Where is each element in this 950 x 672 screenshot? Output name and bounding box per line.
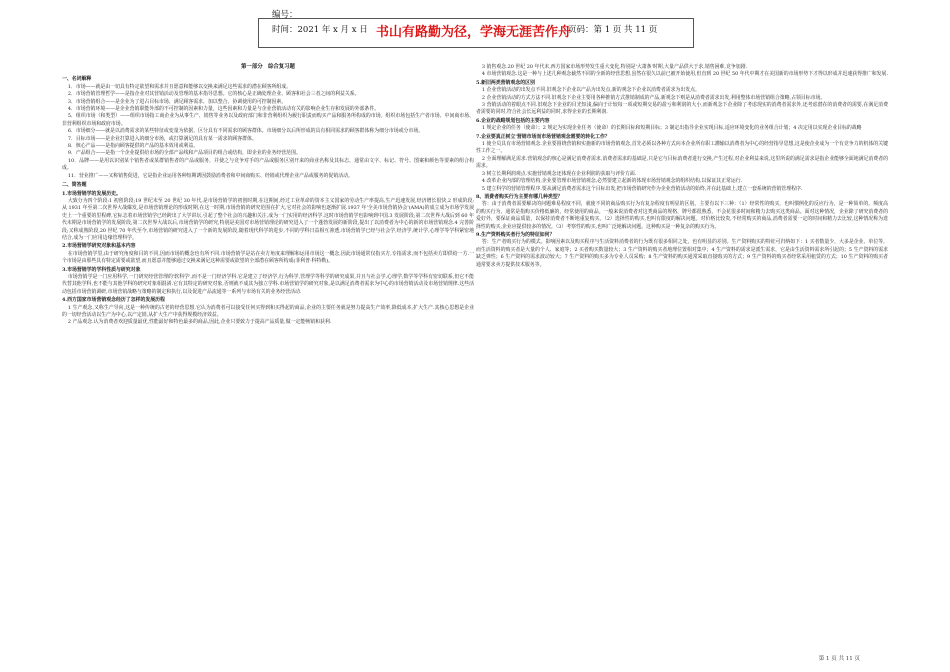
paragraph: 大致分为四个阶段:1 初创阶段;19 世纪末至 20 世纪 30 年代,是市场营销学的初创时期,在这期间,经过工业革命的资本主义国家的劳动生产率提高,生产迅速发展,经济增长很快,2 形成阶段;从 1931 年至第二次世界大战爆发,是市场营销理论的形成时期,在这一时期,市场营销的研究范围在扩大,它对社会的影响也逐渐扩展.1937 年'全美市场营销协会'(AMA)的成立成为市场学发展史上一个重要的里程碑,它标志着市场营销学已经跨出了大学讲坛,引起了整个社会的兴趣和关注,成为一门实用的经济科学.这时市场营销学也影响到中国.3 发展阶段;第二次世界大战后到 60 年代末期是市场营销学的发展阶段,第二次世界大战以后,市场营销学的研究,特别是美国对市场营销理论的研究进入了一个蓬勃发展的新阶段,提出了以消费者为中心的新的市场营销观念.4 完善阶段;又称成熟阶段,20 世纪 70 年代至今,市场营销的研究进入了一个新的发展阶段,随着现代科学的进步,不同的学科日益相互渗透,市场营销学已经与社会学,经济学,统计学,心理学等学科紧密地结合,成为一门应用边缘管理科学。: [62, 197, 474, 241]
paragraph: 3 树立长期利润观点.实施营销观念还体现在企业利润的获取与评价方面.: [481, 170, 637, 177]
paragraph: 2 全面理解满足需求.营销观念的核心是满足消费者需求,消费者需求的基础是,只是它与目标消费者进行交换,产生过程,对企业利益来说,这里所说的满足需求是指企业能够全面地满足消费者的需求。: [476, 155, 888, 170]
header-page-label: 页码：第 1 页 共 11 页: [568, 25, 658, 35]
paragraph: 6．市场细分——就是以消费需求的某些特征或变量为依据，区分具有不同需求的顾客群体。市场细分以后所形成的具有相同需求的顾客群体称为细分市场或分市场。: [67, 128, 424, 135]
paragraph: 答：生产者购买行为的模式。影响因素以及购买程序与生活资料消费者的行为既有很多相同之处，也有明显的差别。生产资料购买的特征可归纳如下：1 买者数量少，大多是企业、单位等，而生活资料的购买者是大量的个人、家庭等；2 买者购买数量较大；3 生产资料的购买者地理位置相对集中；4 生产资料的需求是派生需求，它是由生活资料需求所引起的；5 生产资料的需求缺乏弹性；6 生产资料的需求波动较大；7 生产资料的购买多为专业人员采购；8 生产资料的购买通常采取直接购买的方式；9 生产资料的购买者经常采用租赁的方式；10 生产资料的购买者通常要求卖方提供技术服务等。: [476, 239, 888, 268]
question-heading: 4.西方国家市场营销观念经历了怎样的发展历程: [62, 297, 165, 304]
paragraph: 5 建立科学的营销管理程序.要从满足消费者需求这个目标出发,把市场营销研究作为企业营销活动的始终,并在此基础上,建立一套系统的营销管理程序.: [481, 185, 803, 192]
paragraph: 4．市场营销环境——是企业营销职能外部的不可控制的因素和力量，这些因素和力量是与企业营销活动有关的影响企业生存和发展的外部条件。: [67, 106, 380, 113]
question-heading: 6.企业的战略规划包括的主要内容: [476, 117, 550, 124]
paragraph: 在市场营销学里,由于研究角度和目的不同,因而市场的概念也有所不同.市场营销学是站在卖方角度来理解和运用市场这一概念,因此市场通常仅指买方,专指需求,而不包括卖方即供给一方.一个市场是由那些具有特定需要或欲望,而且愿意并能够通过交换来满足这种需要或欲望的全部潜在顾客所构成(菲利普·科特勒)。: [62, 250, 474, 265]
doc-code-label: 编号：: [272, 10, 298, 20]
paragraph: 11．营业推广——又称销售促进，它是指企业运用各种短期诱因鼓励消费者和中间商购买、经销或代理企业产品或服务的促销活动。: [67, 172, 353, 179]
paragraph: 1 企业营销活动的出发点不同.旧观念下企业以产品为出发点,新的观念下企业以消费者需求为出发点。: [481, 87, 700, 94]
paragraph: 7．目标市场——是企业打算进入的细分市场，或打算满足的具有某一需求的顾客群体。: [67, 135, 257, 142]
question-heading: 8、消费者购买行为主要有哪几种类型？: [476, 193, 563, 200]
paragraph: 9．产品组合——是指一个企业提供给市场的全部产品线和产品项目的组合或结构，即企业的业务经营范围。: [67, 150, 301, 157]
paragraph: 4 市场营销观念.这是一种与上述几种观念截然不同的全新的经营思想,虽然在很久以前已被开始使用,但直到 20 世纪 50 年代中期才在美国新的市场形势下才得以形成并迅速获得推广和发展.: [481, 71, 889, 78]
paragraph: 答：由于消费者需要解决的问题难易程度不同，就使不同的商品购买行为有复杂程度有明显的区别。主要有以下三种：（1）经常性的购买，也叫惯例化的反应行为，是一种简单的，频度高的购买行为，通常是指购买价格低廉的，经常使用的商品。一般来说消费者对这类商品的规格，牌号都很熟悉，不会花很多时间和精力去购买这类商品。面对这种情况，企业除了研究消费者的爱好外，要保证商品质量，以保持消费者不断地重复购买。（2）选择性的购买,也叫有限度的解决问题。对价格比较贵,不经常购买的商品,消费者需要一定的时间和精力去比较,这种情况称为选择性的购买,企业应提供较多的情况。（3）考察性的购买,也叫广泛地解决问题。这种购买是一种复杂的购买行为。: [476, 201, 888, 230]
left-column: [62, 64, 474, 327]
right-column: [476, 64, 888, 269]
question-heading: 2.市场营销学研究对象和基本内容: [62, 243, 136, 250]
section-heading: 一、名词解释: [62, 76, 92, 83]
paragraph: 2 产品观念.认为消费者欢迎质量最优,性能最好和特色最多的商品,因此,企业只要致力于提高产品质量,做一定能畅销和获利.: [67, 319, 332, 326]
paragraph: 3 销售观念.20 世纪 20 年代末,西方国家市场形势发生重大变化,特别是'大萧条'时期,大量产品供大于求,销售困难,竞争加剧.: [481, 64, 748, 70]
paragraph: 3．市场营销组合——是企业为了进占目标市场、满足顾客需求，加以整合、协调使用的可控制因素。: [67, 98, 287, 105]
question-heading: 1.市场营销学的发展历史。: [62, 190, 121, 197]
doc-time-label: 时间：2021 年 x 月 x 日: [272, 25, 368, 35]
paragraph: 1 使全员具有市场营销观念.企业要围绕营销和实施新的市场营销观念,首先必须以各种方式向本企业所有职工灌输以消费者为中心的经营指导思想,这是使企业成为一个有竞争力的机体的关键性工作之一。: [476, 141, 888, 155]
page-header: [258, 8, 694, 50]
question-heading: 7.企业要真正树立'营销市场而市场营销观念需要的转化工作？: [476, 133, 610, 140]
paragraph: 1 规定企业的任务（使命）；2 规定为实现企业任务（使命）的长期目标和短期目标；3 制定出指导企业实现目标,适应环境变化的业务组合计划；4 决定用以实现企业目标的战略: [481, 125, 862, 132]
paragraph: 1．市场——就是由一切具有特定欲望和需求并且愿意和能够以交换来满足这些需求的潜在顾客所组成。: [67, 83, 292, 90]
question-heading: 3.市场营销学的学科性质与研究对象: [62, 266, 141, 273]
question-heading: 9.生产资料购买者行为的特征如何？: [476, 231, 555, 238]
paragraph: 8．核心产品——是指向顾客提供的产品的基本效用或利益。: [67, 143, 199, 150]
paragraph: 10．品牌——是用以识别某个销售者或某群销售者的产品或服务，并使之与竞争对手的产品或服务区别开来的商业名称及其标志，通常由文字、标记、符号、图案和颜色等要素的组合构成。: [62, 157, 474, 172]
header-motto: 书山有路勤为径，学海无涯苦作舟: [376, 25, 572, 40]
paragraph: 5．组织市场（和类型）——组织市场指工商企业为从事生产、销售等业务以及政府部门和非营利组织为履行职责而购买产品和服务所构成的市场。组织市场包括生产者市场、中间商市场、非营利组织市场和政府市场。: [62, 113, 474, 127]
question-heading: 5.新旧两类营销观念的区别: [476, 79, 535, 86]
page-footer: 第 1 页 共 11 页: [818, 656, 860, 662]
paragraph: 2．市场营销管理哲学——是指企业对其营销活动及管理的基本指导思想。它的核心是正确处理企业、顾客和社会三者之间的利益关系。: [67, 91, 360, 98]
paragraph: 3 营销活动的着眼点不同.旧观念下企业的目光短浅,偏向于计较每一项或短期交易的盈亏和利润的大小,而新观念下企业除了考虑现实的消费者需求外,还考虑潜在的消费者的需要,在满足消费者需要的同时,符合社会长远利益的同时,求得企业的长期利润.: [476, 102, 888, 116]
paragraph: 4 改革企业内部的管理结构,企业要管理市场营销观念,必然要建立起新的体现市场营销观念的组织结构,以保证其正常运行.: [481, 178, 743, 185]
section-heading: 二、简答题: [62, 182, 87, 189]
part-title: 第一部分 综合复习题: [241, 64, 295, 70]
paragraph: 1 生产观念,又称生产导向,这是一种传统的古老的经营思想,它认为消费者可以接受任何买得到和买得起的商品,企业的主要任务就是努力提高生产效率,降低成本,扩大生产.其核心思想是企业的一切经营活动以生产为中心,以产定销,从扩大生产中获得规模经济效益。: [62, 304, 474, 318]
paragraph: 市场营销学是一门应用科学,一门研究经营管理的'软科学',而不是一门经济学科.它是建立了经济学,行为科学,管理学等科学的研究成果,并且与社会学,心理学,数学等学科有密切联系,但它不能代替其他学科,也不能与其他学科的研究对象相混淆.它有其特定的研究对象,否则就不成其为独立学科.市场营销学的研究对象,是以满足消费者需求为中心的市场营销活动及市场营销规律.这些活动包括市场营销调研,市场营销战略与策略的制定和执行,以及促进产品流通等一系列与市场有关的业务经营活动.: [62, 273, 474, 295]
paragraph: 2 企业营销活动的方式方法不同.旧观念下企业主要用各种推销方式推销制成的产品,新观念下则是从消费者需求出发,利用整体市场营销组合策略,占领目标市场。: [481, 94, 826, 101]
